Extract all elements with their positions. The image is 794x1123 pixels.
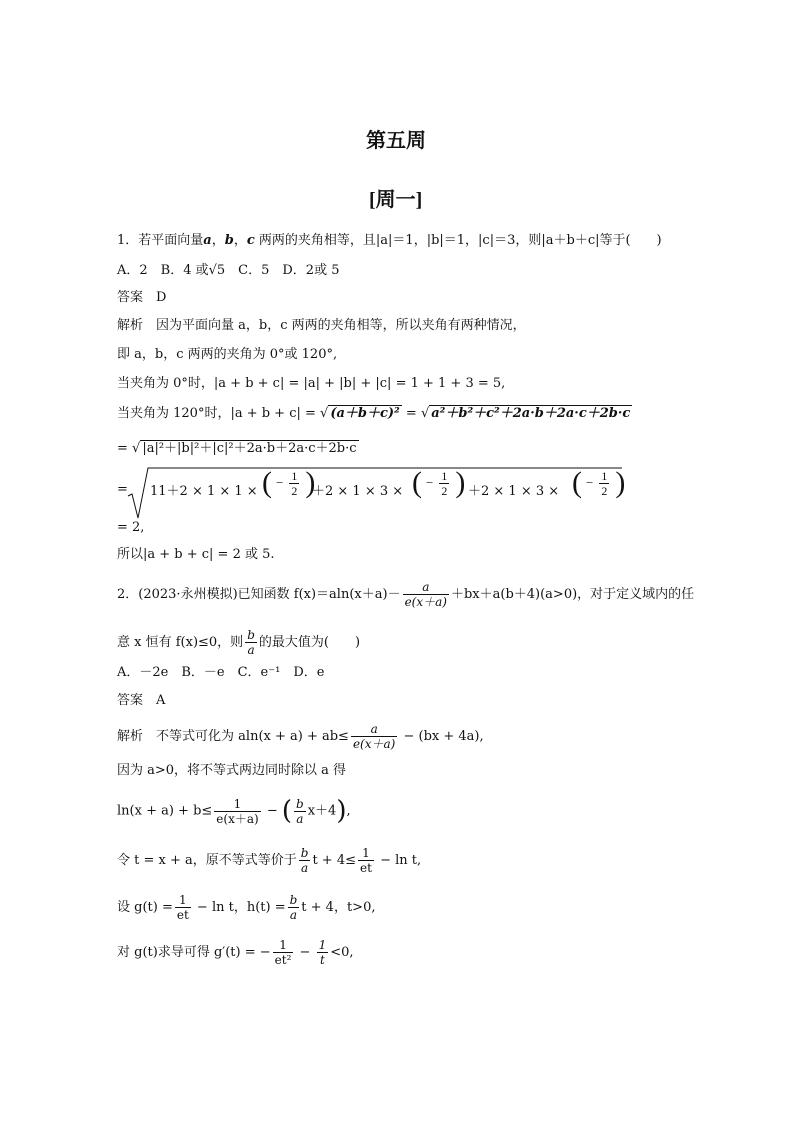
denominator: et [360,861,372,875]
numerator: b [300,846,309,860]
fraction [294,797,306,826]
question-2-analysis-line-6 [117,938,354,967]
question-1-analysis-line-4 [117,405,632,422]
question-1-analysis-line-3: 当夹角为 0°时，|a + b + c| = |a| + |b| + |c| = 1 + 1 + 3 = 5, [117,376,506,391]
analysis-text: − ln t，h(t) = [192,900,286,915]
question-1-answer [117,290,166,306]
fraction [273,938,294,967]
analysis-text: 设 g(t) = [117,900,173,915]
question-number: 2． [117,587,139,602]
analysis-text: 因为平面向量 a，b，c 两两的夹角相等，所以夹角有两种情况， [156,318,526,333]
answer-label: 答案 [117,693,144,708]
sqrt-icon: √ [320,406,329,421]
question-text: 的最大值为( ) [258,635,361,650]
vector-a: a [203,233,212,248]
right-paren: ) [305,466,316,499]
comma: , [346,803,351,819]
analysis-text: 不等式可化为 aln(x + a) + ab≤ [156,729,349,744]
paren-fraction-3 [572,468,625,498]
answer-value: D [156,290,167,305]
analysis-text: 令 t = x + a，原不等式等价于 [117,853,297,868]
vector-c: c [246,233,255,248]
right-paren: ) [455,466,466,499]
minus: − [295,945,315,960]
question-1-analysis-line-7: = 2, [117,520,145,535]
question-text-rest: 两两的夹角相等，且|a|＝1，|b|＝1，|c|＝3，则|a＋b＋c|等于( ) [258,233,662,248]
fraction [439,469,449,498]
fraction [599,469,609,498]
left-paren: ( [412,466,422,499]
analysis-label: 解析 [117,729,144,744]
analysis-text: ln(x + a) + b≤ [117,803,213,819]
analysis-text: 当夹角为 120°时，|a + b + c| = [117,406,321,421]
analysis-text: x＋4 [307,803,337,819]
section-title: [周一] [369,189,423,211]
denominator: a [296,811,304,826]
minus: − [276,475,284,490]
fraction [289,469,299,498]
equals: = [117,441,133,456]
sqrt-icon: √ [420,406,430,421]
question-text: 若平面向量 [138,233,204,248]
sqrt-term-1: 11＋2 × 1 × 1 × [150,484,258,499]
radicand: (a＋b＋c)² [330,406,400,421]
question-1-options: A．2 B．4 或√5 C．5 D．2或 5 [117,263,340,278]
numerator: b [289,893,298,907]
numerator: a [403,580,449,595]
question-1-analysis-line-1 [117,318,526,334]
page-title: 第五周 [366,130,426,152]
analysis-text: <0, [330,945,354,960]
numerator: 1 [214,797,260,812]
analysis-text: t + 4≤ [312,853,356,868]
radicand: a²＋b²＋c²＋2a·b＋2a·c＋2b·c [431,406,631,421]
paren-fraction-1 [262,468,315,498]
analysis-text: − ln t, [375,853,422,868]
numerator: 1 [273,938,294,953]
minus: − [586,475,594,490]
question-2-analysis-line-2: 因为 a>0，将不等式两边同时除以 a 得 [117,763,347,778]
denominator: et [176,908,189,922]
fraction [214,797,260,826]
question-2-analysis-line-4 [117,846,421,875]
equals: = [401,406,421,421]
numerator: a [351,722,397,737]
analysis-text: t + 4，t>0, [301,900,376,915]
fraction [351,722,397,751]
minus: − [426,475,434,490]
question-1-analysis-line-8: 所以|a + b + c| = 2 或 5. [117,547,275,562]
fraction [288,893,300,922]
question-number: 1． [117,233,139,248]
right-paren: ) [336,796,347,826]
question-2-stem-line-2 [117,628,360,657]
question-2-answer [117,693,165,709]
question-text: 意 x 恒有 f(x)≤0，则 [117,635,244,650]
denominator: 2 [291,483,298,498]
question-1-analysis-line-5 [117,440,359,457]
question-1-analysis-line-2: 即 a，b，c 两两的夹角为 0°或 120°, [117,347,338,362]
question-2-analysis-line-1 [117,722,484,751]
fraction [245,628,257,657]
sqrt-term-3: ＋2 × 1 × 3 × [468,484,560,499]
minus: − [262,803,282,819]
denominator: 2 [441,483,448,498]
denominator: t [319,953,325,967]
numerator: 1 [441,468,448,483]
radicand: |a|²＋|b|²＋|c|²＋2a·b＋2a·c＋2b·c [142,441,357,456]
fraction [403,580,449,609]
left-paren: ( [262,466,272,499]
question-2-analysis-line-3 [117,796,351,826]
sqrt-icon: √ [132,441,141,456]
numerator: 1 [318,938,327,952]
question-text: (2023·永州模拟)已知函数 f(x)＝aln(x＋a)－ [138,587,401,602]
fraction [317,938,329,967]
numerator: 1 [358,846,374,861]
question-2-stem-line-1 [117,580,694,609]
denominator: a [289,908,298,922]
left-paren: ( [281,796,293,826]
fraction [175,893,191,922]
question-1-stem: 1．若平面向量a，b，c 两两的夹角相等，且|a|＝1，|b|＝1，|c|＝3，则|a＋b＋c|等于( ) [117,233,662,248]
numerator: b [296,796,304,811]
analysis-text: 对 g(t)求导可得 g′(t) = − [117,945,271,960]
question-2-analysis-line-5 [117,893,375,922]
numerator: 1 [601,468,608,483]
fraction [299,846,311,875]
question-text: ＋bx＋a(b＋4)(a>0)，对于定义域内的任 [450,587,695,602]
denominator: e(x＋a) [404,595,447,609]
vector-b: b [224,233,234,248]
denominator: a [301,861,309,875]
denominator: a [247,643,255,657]
numerator: 1 [291,468,298,483]
denominator: e(x＋a) [352,737,396,751]
right-paren: ) [615,466,626,499]
denominator: 2 [601,483,608,498]
paren-fraction-2 [412,468,465,498]
denominator: e(x＋a) [216,811,259,826]
question-2-options: A．－2e B．－e C．e⁻¹ D．e [117,665,325,680]
numerator: b [247,628,255,642]
numerator: 1 [175,893,191,908]
analysis-label: 解析 [117,318,144,333]
equals-sign: = [117,482,128,497]
sqrt-term-2: ＋2 × 1 × 3 × [312,484,404,499]
answer-label: 答案 [117,290,144,305]
answer-value: A [156,693,166,708]
left-paren: ( [572,466,582,499]
fraction [358,846,374,875]
analysis-text: − (bx + 4a), [399,729,484,744]
denominator: et² [274,953,292,967]
